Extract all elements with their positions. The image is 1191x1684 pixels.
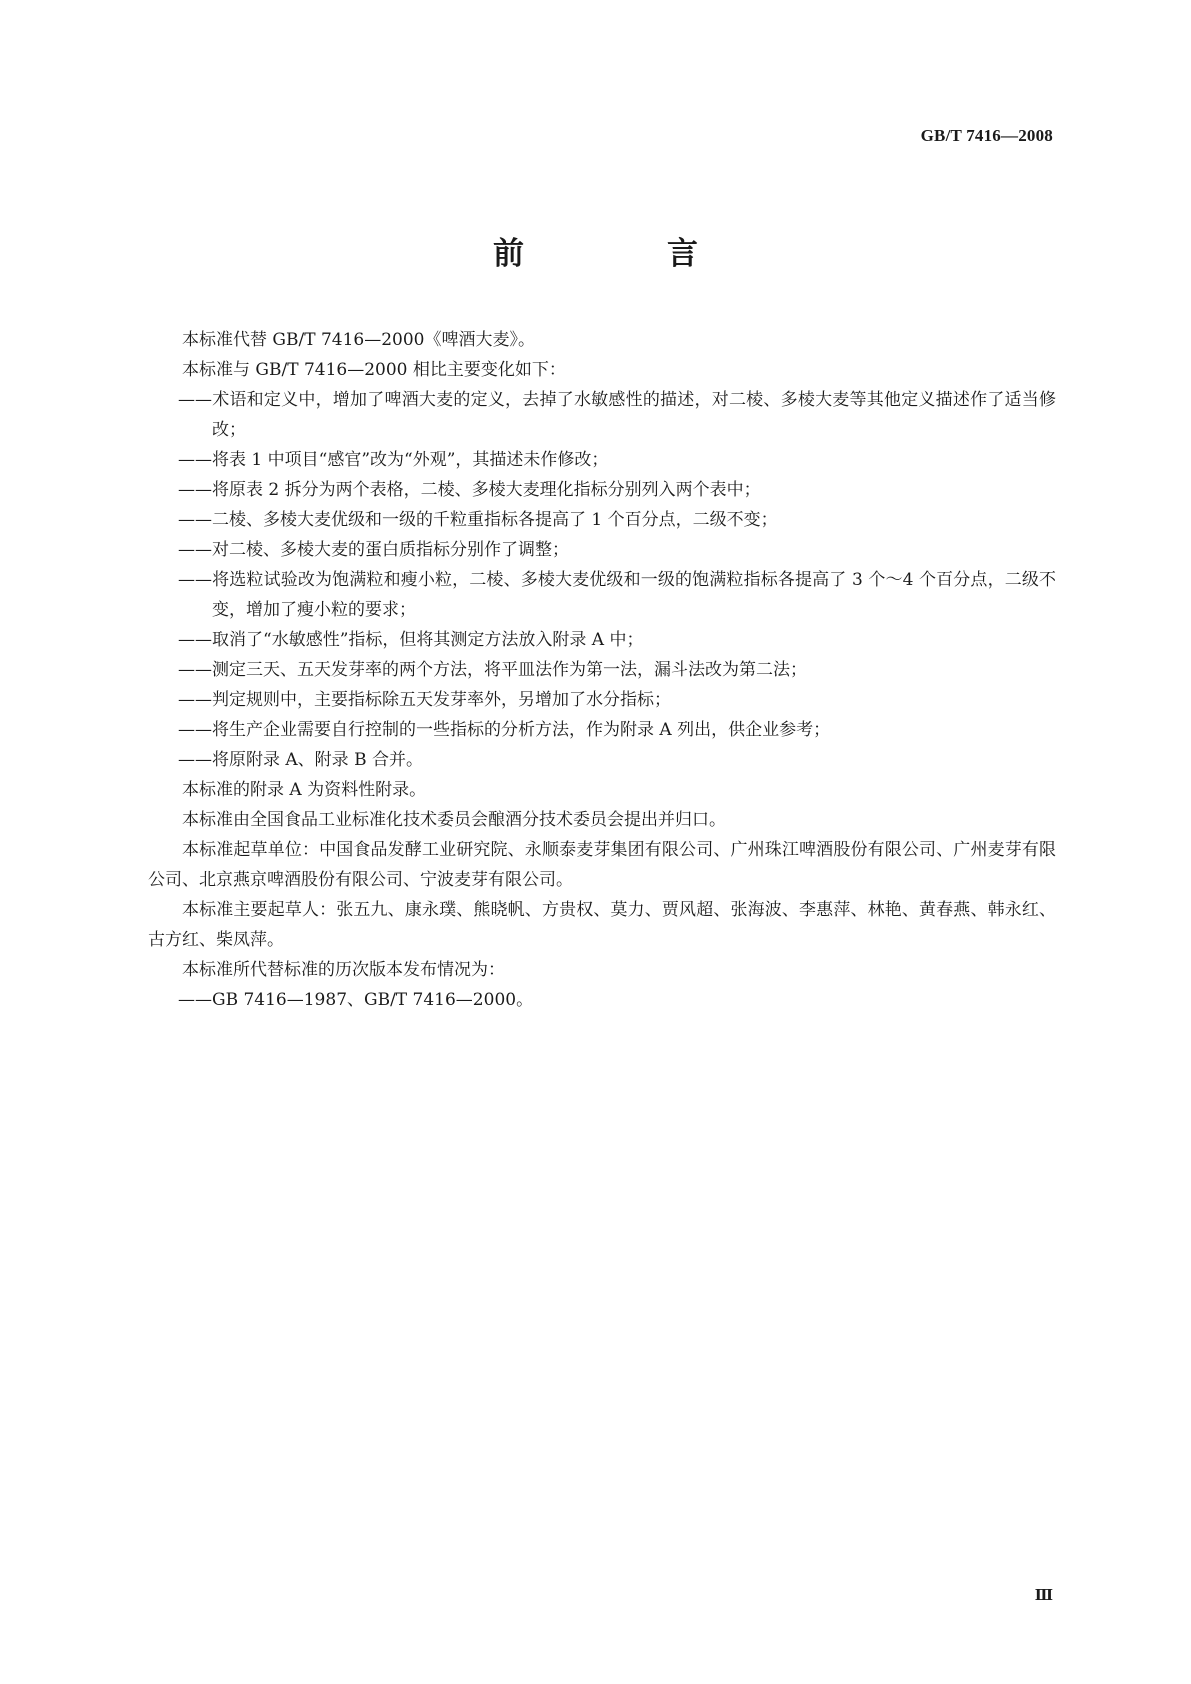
change-text: 术语和定义中，增加了啤酒大麦的定义，去掉了水敏感性的描述，对二棱、多棱大麦等其他定义描述作了适当修改； <box>212 390 1056 440</box>
page-title: 前 言 <box>493 236 754 272</box>
paragraph: 本标准由全国食品工业标准化技术委员会酿酒分技术委员会提出并归口。 <box>182 810 726 830</box>
change-text: 判定规则中，主要指标除五天发芽率外，另增加了水分指标； <box>212 690 671 710</box>
change-item <box>148 715 1056 745</box>
change-item <box>148 745 1056 775</box>
change-text: 将选粒试验改为饱满粒和瘦小粒，二棱、多棱大麦优级和一级的饱满粒指标各提高了 3 个～4 个百分点，二级不变，增加了瘦小粒的要求； <box>212 570 1056 620</box>
change-text: 对二棱、多棱大麦的蛋白质指标分别作了调整； <box>212 540 569 560</box>
paragraph: 本标准主要起草人：张五九、康永璞、熊晓帆、方贵权、莫力、贾风超、张海波、李惠萍、林艳、黄春燕、韩永红、古方红、柴凤萍。 <box>148 900 1056 950</box>
standard-code: GB/T 7416—2008 <box>920 126 1053 145</box>
change-item <box>148 625 1056 655</box>
dash-mark: —— <box>178 630 212 650</box>
change-text: 二棱、多棱大麦优级和一级的千粒重指标各提高了 1 个百分点，二级不变； <box>212 510 778 530</box>
paragraph: 本标准与 GB/T 7416—2000 相比主要变化如下： <box>182 360 566 380</box>
change-item <box>148 685 1056 715</box>
paragraph: 本标准的附录 A 为资料性附录。 <box>182 780 427 800</box>
dash-mark: —— <box>178 510 212 530</box>
change-item <box>148 505 1056 535</box>
foreword-body <box>148 325 1056 1015</box>
change-text: 将原附录 A、附录 B 合并。 <box>212 750 423 770</box>
paragraph: 本标准起草单位：中国食品发酵工业研究院、永顺泰麦芽集团有限公司、广州珠江啤酒股份有限公司、广州麦芽有限公司、北京燕京啤酒股份有限公司、宁波麦芽有限公司。 <box>148 840 1056 890</box>
history-item <box>148 985 1056 1015</box>
change-text: 将表 1 中项目“感官”改为“外观”，其描述未作修改； <box>212 450 609 470</box>
dash-mark: —— <box>178 540 212 560</box>
dash-mark: —— <box>178 690 212 710</box>
change-text: 取消了“水敏感性”指标，但将其测定方法放入附录 A 中； <box>212 630 644 650</box>
dash-mark: —— <box>178 480 212 500</box>
change-text: 将原表 2 拆分为两个表格，二棱、多棱大麦理化指标分别列入两个表中； <box>212 480 761 500</box>
dash-mark: —— <box>178 570 212 590</box>
dash-mark: —— <box>178 660 212 680</box>
dash-mark: —— <box>178 750 212 770</box>
change-item <box>148 565 1056 625</box>
change-item <box>148 535 1056 565</box>
change-item <box>148 385 1056 445</box>
page-number: Ⅲ <box>1034 1588 1053 1604</box>
paragraph: 本标准所代替标准的历次版本发布情况为： <box>182 960 505 980</box>
change-item <box>148 445 1056 475</box>
dash-mark: —— <box>178 990 212 1010</box>
change-text: 测定三天、五天发芽率的两个方法，将平皿法作为第一法，漏斗法改为第二法； <box>212 660 807 680</box>
change-item <box>148 655 1056 685</box>
change-item <box>148 475 1056 505</box>
dash-mark: —— <box>178 390 212 410</box>
change-text: 将生产企业需要自行控制的一些指标的分析方法，作为附录 A 列出，供企业参考； <box>212 720 831 740</box>
paragraph: 本标准代替 GB/T 7416—2000《啤酒大麦》。 <box>182 330 535 350</box>
dash-mark: —— <box>178 450 212 470</box>
dash-mark: —— <box>178 720 212 740</box>
history-text: GB 7416—1987、GB/T 7416—2000。 <box>212 990 534 1010</box>
